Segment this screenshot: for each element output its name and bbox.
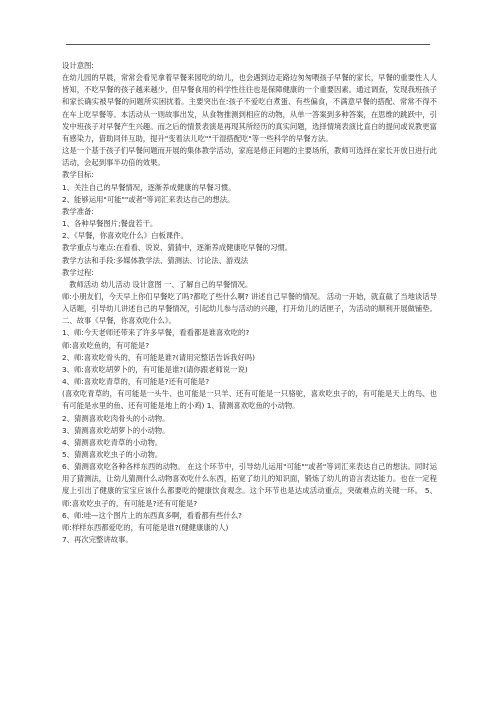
paragraph: (喜欢吃青草的，有可能是一头牛、也可能是一只羊、还有可能是一只骆驼，喜欢吃虫子的，有可能是天上的鸟、也有可能是水里的鱼、还有可能是地上的小鸡) 1、猜测喜欢吃鱼的小动物。	[62, 389, 437, 411]
list-item: 4、猜测喜欢吃青草的小动物。	[62, 437, 163, 447]
list-item: 5、猜测喜欢吃虫子的小动物。	[62, 450, 163, 459]
paragraph: 在幼儿园的早晨，常常会看见拿着早餐来园吃的幼儿，也会遇到边走路边匆匆喂孩子早餐的家长，早餐的重要性人人皆知，不吃早餐的孩子越来越少，但早餐食用的科学性往往也是保障健康的一个重要因素。通过调查，发现我班孩子和家长确实被早餐的问题所实困扰着。主要突出在:孩子不爱吃白煮蛋、有些偏食，不满意早餐的搭配、常常不得不在车上吃早餐等。本活动从一则故事出发，从食物推测到相应的动物，从单一答案到多种答案，在思维的跳跃中，引发中班孩子对早餐产生兴趣。而之后的情景表演是再现其所经历的真实问题，选择情境表演比直白的提问或说教更富有感染力，借助同伴互助，提升"变着法儿吃""干湿搭配吃"等一些科学的早餐方法。	[62, 73, 437, 143]
document-body	[62, 60, 437, 546]
heading-design-intent: 设计意图:	[62, 61, 94, 70]
heading-teaching-goals: 教学目标:	[62, 170, 94, 180]
heading-teaching-process: 教学过程:	[62, 267, 94, 277]
list-item: 6、师:哇—这个图片上的东西真多啊，看看都有些什么?	[62, 510, 242, 520]
list-item: 3、师:喜欢吃胡萝卜的，有可能是谁?(请你跟老师说一说)	[62, 364, 248, 374]
paragraph: 教学方法和手段:多媒体教学法、猜测法、讨论法、游戏法	[62, 255, 249, 265]
paragraph: 师:小朋友们，今天早上你们早餐吃了吗?都吃了些什么啊? 讲述自己早餐的情况。 活动一开始，就直截了当地谈话导入话题，引导幼儿讲述自己的早餐情况，引起幼儿参与活动的兴趣，打开幼儿的话匣子，为活动的顺利开展做铺垫。 二、故事《早餐，你喜欢吃什么》。	[62, 291, 437, 326]
list-item: 师:样样东西都爱吃的，有可能是谁?(健健康康的人)	[62, 522, 229, 532]
list-item: 1、师:今天老师还带来了许多早餐，看看都是谁喜欢吃的?	[62, 328, 250, 338]
list-item: 2、《早餐，你喜欢吃什么》白板课件。	[62, 231, 188, 241]
list-item: 师:喜欢吃鱼的，有可能是?	[62, 340, 150, 350]
paragraph: 这是一个基于孩子们早餐问题而开展的集体教学活动，家庭是修正问题的主要场所，教师可选择在家长开放日进行此活动，会起到事半功倍的效果。	[62, 146, 437, 168]
list-item: 4、师:喜欢吃青草的，有可能是?还有可能是?	[62, 377, 210, 387]
heading-teaching-prep: 教学准备:	[62, 206, 94, 216]
list-item: 2、猜测喜欢吃肉骨头的小动物。	[62, 413, 170, 423]
list-item: 7、再次完整讲故事。	[62, 535, 133, 545]
list-item: 1、各种早餐图片;餐盘若干。	[62, 219, 158, 229]
header-rule	[66, 44, 430, 45]
list-item: 3、猜测喜欢吃胡萝卜的小动物。	[62, 425, 170, 435]
paragraph: 6、猜测喜欢吃各种各样东西的动物。 在这个环节中，引导幼儿运用"可能""或者"等词汇来表达自己的想法。同时运用了猜测法，让幼儿猜测什么动物喜欢吃什么东西，拓宽了幼儿的知识面，锻炼了幼儿的语言表达能力。也在一定程度上引出了健康的宝宝应该什么都要吃的健康饮食观念。这个环节也是达成活动重点，突破难点的关键一环。 5、师:喜欢吃虫子的，有可能是?还有可能是?	[62, 462, 437, 508]
list-item: 1、关注自己的早餐情况，逐渐养成健康的早餐习惯。	[62, 182, 236, 192]
list-item: 2、能够运用"可能""或者"等词汇来表达自己的想法。	[62, 194, 235, 204]
paragraph: 教学重点与难点:在看看、说说、猜猜中，逐渐养成健康吃早餐的习惯。	[62, 243, 293, 253]
list-item: 2、师:喜欢吃骨头的，有可能是谁?(请用完整话告诉我好吗)	[62, 352, 256, 362]
paragraph: 教师活动 幼儿活动 设计意图 一、了解自己的早餐情况。	[69, 279, 253, 289]
